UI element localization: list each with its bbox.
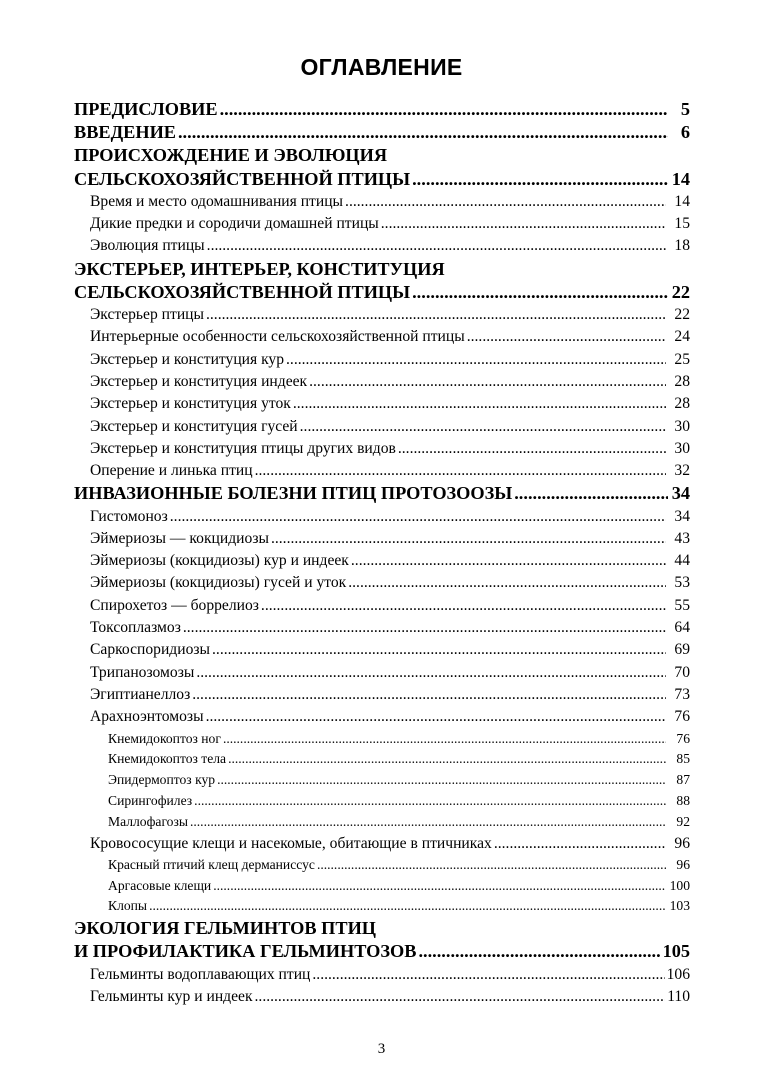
toc-entry-page: 18 xyxy=(674,237,690,255)
toc-entry xyxy=(74,964,690,986)
toc-entry xyxy=(74,144,690,167)
toc-entry xyxy=(74,528,690,550)
toc-entry xyxy=(74,304,690,326)
toc-entry-title: СЕЛЬСКОХОЗЯЙСТВЕННОЙ ПТИЦЫ xyxy=(74,281,411,302)
toc-entry-page: 85 xyxy=(676,751,690,767)
toc-entry-page: 34 xyxy=(671,483,690,504)
toc-entry-page: 70 xyxy=(674,663,690,681)
toc-dot-leader xyxy=(315,855,666,876)
toc-entry-title: Эгиптианеллоз xyxy=(90,685,191,703)
toc-entry-title: ЭКСТЕРЬЕР, ИНТЕРЬЕР, КОНСТИТУЦИЯ xyxy=(74,258,445,279)
toc-entry xyxy=(74,876,690,897)
toc-entry-page: 6 xyxy=(680,122,690,143)
toc-entry-title: Эймериозы (кокцидиозы) гусей и уток xyxy=(90,574,347,592)
toc-dot-leader xyxy=(291,393,666,415)
toc-entry-title: Гельминты водоплавающих птиц xyxy=(90,965,311,983)
toc-entry-page: 64 xyxy=(674,619,690,637)
toc-dot-leader xyxy=(221,729,666,750)
toc-entry-page: 25 xyxy=(674,350,690,368)
toc-entry-title: СЕЛЬСКОХОЗЯЙСТВЕННОЙ ПТИЦЫ xyxy=(74,168,411,189)
toc-entry-title: Экстерьер птицы xyxy=(90,306,204,324)
toc-entry-page: 22 xyxy=(671,281,690,302)
toc-entry-title: Экстерьер и конституция гусей xyxy=(90,417,298,435)
toc-dot-leader xyxy=(512,482,668,505)
toc-dot-leader xyxy=(465,326,666,348)
toc-entry-page: 96 xyxy=(676,856,690,872)
toc-entry xyxy=(74,393,690,415)
toc-dot-leader xyxy=(416,940,660,963)
toc-entry xyxy=(74,98,690,121)
toc-entry xyxy=(74,791,690,812)
toc-entry xyxy=(74,595,690,617)
toc-dot-leader xyxy=(396,438,666,460)
toc-dot-leader xyxy=(307,371,666,393)
toc-entry-title: Экстерьер и конституция кур xyxy=(90,350,285,368)
toc-dot-leader xyxy=(269,528,666,550)
toc-entry-title: Гистомоноз xyxy=(90,507,168,525)
toc-entry-page: 106 xyxy=(666,965,690,983)
toc-dot-leader xyxy=(192,791,666,812)
toc-dot-leader xyxy=(168,506,666,528)
toc-entry-page: 43 xyxy=(674,529,690,547)
toc-dot-leader xyxy=(215,770,666,791)
toc-entry-title: Сирингофилез xyxy=(108,792,193,808)
table-of-contents xyxy=(74,98,690,1008)
toc-entry-page: 28 xyxy=(674,395,690,413)
toc-entry-page: 87 xyxy=(676,772,690,788)
toc-entry-page: 105 xyxy=(662,941,690,962)
toc-entry-page: 96 xyxy=(674,834,690,852)
toc-entry-page: 92 xyxy=(676,813,690,829)
toc-entry xyxy=(74,770,690,791)
toc-entry xyxy=(74,460,690,482)
toc-entry xyxy=(74,191,690,213)
toc-entry-page: 30 xyxy=(674,417,690,435)
toc-entry xyxy=(74,896,690,917)
toc-entry xyxy=(74,550,690,572)
toc-entry-page: 53 xyxy=(674,574,690,592)
page-number: 3 xyxy=(377,1041,386,1057)
toc-entry-title: Эволюция птицы xyxy=(90,237,205,255)
toc-entry-page: 32 xyxy=(674,462,690,480)
toc-entry-title: Экстерьер и конституция птицы других видов xyxy=(90,439,396,457)
toc-dot-leader xyxy=(346,572,666,594)
toc-entry-page: 44 xyxy=(674,552,690,570)
toc-entry-title: Эймериозы — кокцидиозы xyxy=(90,529,269,547)
page-title: ОГЛАВЛЕНИЕ xyxy=(300,54,463,80)
toc-entry-title: Саркоспоридиозы xyxy=(90,641,211,659)
toc-entry-title: Время и место одомашнивания птицы xyxy=(90,192,344,210)
toc-entry xyxy=(74,855,690,876)
toc-entry-title: Оперение и линька птиц xyxy=(90,462,253,480)
toc-entry xyxy=(74,349,690,371)
toc-entry xyxy=(74,833,690,855)
toc-entry-title: Аргасовые клещи xyxy=(108,877,212,893)
toc-dot-leader xyxy=(176,121,668,144)
toc-entry xyxy=(74,749,690,770)
toc-entry xyxy=(74,416,690,438)
toc-entry-page: 88 xyxy=(676,792,690,808)
toc-dot-leader xyxy=(379,213,666,235)
toc-entry xyxy=(74,482,690,505)
toc-entry-title: Дикие предки и сородичи домашней птицы xyxy=(90,215,379,233)
toc-dot-leader xyxy=(284,349,666,371)
toc-entry xyxy=(74,812,690,833)
toc-dot-leader xyxy=(181,617,666,639)
toc-dot-leader xyxy=(211,876,666,897)
toc-entry-title: Кнемидокоптоз ног xyxy=(108,730,221,746)
toc-entry-title: Маллофагозы xyxy=(108,813,188,829)
toc-entry xyxy=(74,371,690,393)
toc-dot-leader xyxy=(298,416,666,438)
toc-entry-page: 73 xyxy=(674,685,690,703)
toc-entry-title: ЭКОЛОГИЯ ГЕЛЬМИНТОВ ПТИЦ xyxy=(74,918,377,939)
toc-entry xyxy=(74,684,690,706)
toc-entry-page: 14 xyxy=(674,192,690,210)
toc-entry-title: Экстерьер и конституция уток xyxy=(90,395,291,413)
toc-entry-page: 30 xyxy=(674,439,690,457)
toc-entry-title: ПРЕДИСЛОВИЕ xyxy=(74,99,218,119)
toc-dot-leader xyxy=(310,964,664,986)
toc-dot-leader xyxy=(253,460,666,482)
toc-entry-page: 5 xyxy=(680,99,690,119)
toc-entry-page: 76 xyxy=(676,730,690,746)
toc-dot-leader xyxy=(194,662,666,684)
toc-entry-title: Спирохетоз — боррелиоз xyxy=(90,596,259,614)
toc-entry-page: 55 xyxy=(674,596,690,614)
toc-dot-leader xyxy=(343,191,666,213)
toc-entry-title: Клопы xyxy=(108,898,148,914)
toc-entry-title: И ПРОФИЛАКТИКА ГЕЛЬМИНТОЗОВ xyxy=(74,941,417,962)
toc-entry-title: Красный птичий клещ дерманиссус xyxy=(108,856,315,872)
toc-entry-title: Гельминты кур и индеек xyxy=(90,987,253,1005)
toc-entry-title: Интерьерные особенности сельскохозяйственной птицы xyxy=(90,328,465,346)
toc-entry xyxy=(74,917,690,940)
toc-entry xyxy=(74,572,690,594)
toc-entry-title: Токсоплазмоз xyxy=(90,619,181,637)
toc-dot-leader xyxy=(492,833,666,855)
toc-entry-page: 24 xyxy=(674,328,690,346)
toc-entry xyxy=(74,326,690,348)
toc-entry xyxy=(74,281,690,304)
toc-dot-leader xyxy=(190,684,666,706)
toc-entry-title: ПРОИСХОЖДЕНИЕ И ЭВОЛЮЦИЯ xyxy=(74,145,388,166)
toc-entry-page: 103 xyxy=(669,898,690,914)
toc-entry-page: 28 xyxy=(674,372,690,390)
toc-dot-leader xyxy=(147,896,666,917)
toc-entry xyxy=(74,986,690,1008)
toc-dot-leader xyxy=(410,281,668,304)
toc-entry xyxy=(74,729,690,750)
toc-entry-page: 14 xyxy=(671,168,690,189)
toc-entry-title: Экстерьер и конституция индеек xyxy=(90,372,308,390)
toc-dot-leader xyxy=(253,986,666,1008)
toc-entry xyxy=(74,639,690,661)
toc-entry-title: Эймериозы (кокцидиозы) кур и индеек xyxy=(90,552,349,570)
toc-dot-leader xyxy=(226,749,666,770)
toc-entry xyxy=(74,506,690,528)
toc-dot-leader xyxy=(410,168,668,191)
toc-dot-leader xyxy=(204,706,666,728)
toc-dot-leader xyxy=(205,235,666,257)
toc-entry-page: 100 xyxy=(669,877,690,893)
toc-entry xyxy=(74,662,690,684)
toc-entry-page: 34 xyxy=(674,507,690,525)
toc-entry xyxy=(74,235,690,257)
toc-dot-leader xyxy=(349,550,666,572)
toc-entry-title: Трипанозомозы xyxy=(90,663,195,681)
toc-entry-title: Кнемидокоптоз тела xyxy=(108,751,227,767)
toc-entry-title: ВВЕДЕНИЕ xyxy=(74,122,176,143)
toc-entry-page: 69 xyxy=(674,641,690,659)
toc-dot-leader xyxy=(204,304,666,326)
toc-entry-page: 22 xyxy=(674,306,690,324)
toc-entry-title: Эпидермоптоз кур xyxy=(108,772,216,788)
toc-entry-title: Арахноэнтомозы xyxy=(90,708,204,726)
toc-entry xyxy=(74,213,690,235)
toc-entry-page: 110 xyxy=(667,987,690,1005)
toc-entry-page: 15 xyxy=(674,215,690,233)
toc-entry xyxy=(74,706,690,728)
toc-dot-leader xyxy=(188,812,666,833)
toc-entry-title: ИНВАЗИОННЫЕ БОЛЕЗНИ ПТИЦ ПРОТОЗООЗЫ xyxy=(74,483,513,504)
toc-entry xyxy=(74,940,690,963)
toc-entry xyxy=(74,258,690,281)
toc-dot-leader xyxy=(259,595,666,617)
toc-dot-leader xyxy=(218,98,668,121)
toc-entry xyxy=(74,121,690,144)
toc-dot-leader xyxy=(210,639,666,661)
toc-entry-title: Кровососущие клещи и насекомые, обитающие в птичниках xyxy=(90,834,492,852)
toc-entry xyxy=(74,168,690,191)
toc-entry-page: 76 xyxy=(674,708,690,726)
toc-entry xyxy=(74,438,690,460)
toc-entry xyxy=(74,617,690,639)
